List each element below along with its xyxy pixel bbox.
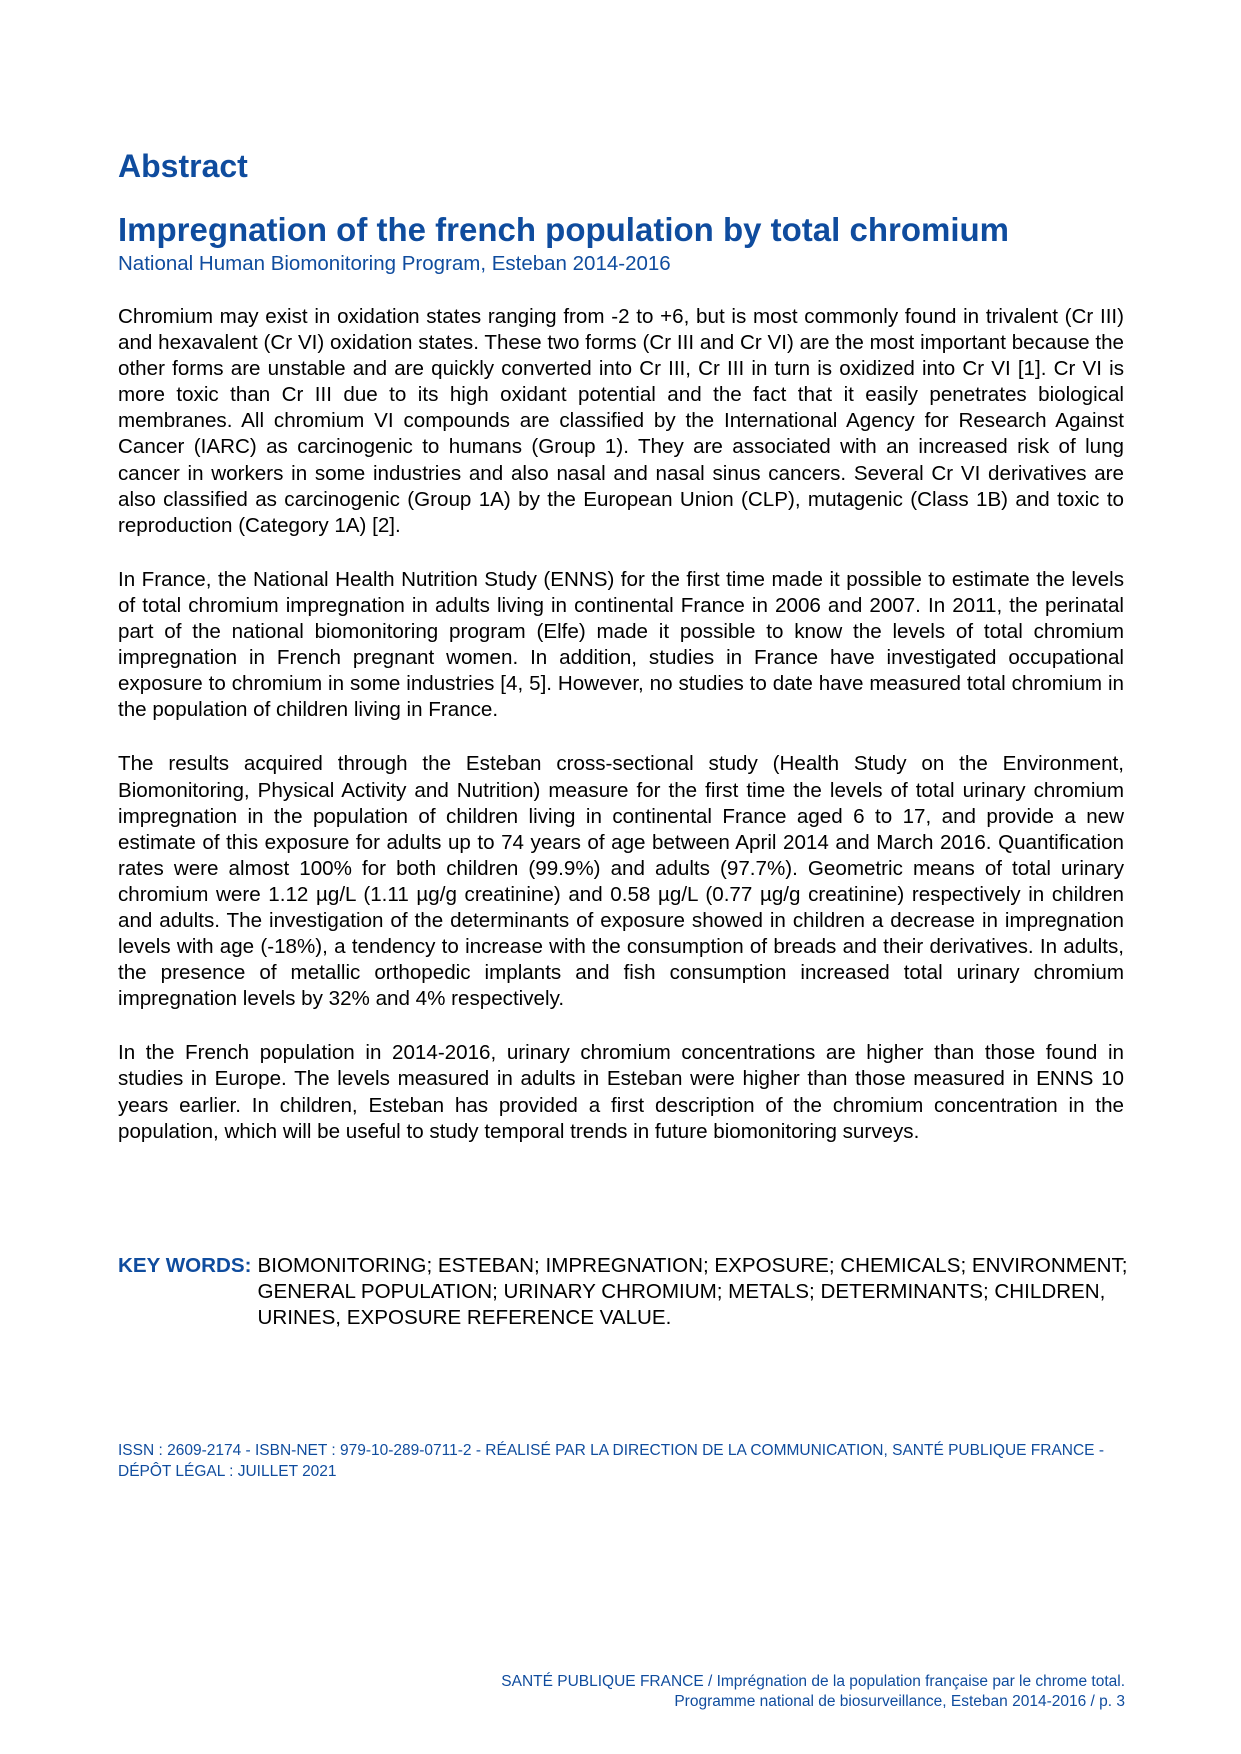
abstract-paragraph-2: In France, the National Health Nutrition Study (ENNS) for the first time made it possible to estimate the levels of total chromium impregnation in adults living in continental France in 2006 and 2007. In 2011, the perinatal part of the national biomonitoring program (Elfe) made it possible to know the levels of total chromium impregnation in French pregnant women. In addition, studies in France have investigated occupational exposure to chromium in some industries [4, 5]. However, no studies to date have measured total chromium in the population of children living in France. bbox=[118, 567, 1124, 722]
abstract-paragraph-3: The results acquired through the Esteban cross-sectional study (Health Study on the Environment, Biomonitoring, Physical Activity and Nutrition) measure for the first time the levels of total urinary chromium impregnation in the population of children living in continental France aged 6 to 17, and provide a new estimate of this exposure for adults up to 74 years of age between April 2014 and March 2016. Quantification rates were almost 100% for both children (99.9%) and adults (97.7%). Geometric means of total urinary chromium were 1.12 µg/L (1.11 µg/g creatinine) and 0.58 µg/L (0.77 µg/g creatinine) respectively in children and adults. The investigation of the determinants of exposure showed in children a decrease in impregnation levels with age (-18%), a tendency to increase with the consumption of breads and their derivatives. In adults, the presence of metallic orthopedic implants and fish consumption increased total urinary chromium impregnation levels by 32% and 4% respectively. bbox=[118, 752, 1124, 1011]
keywords-list: BIOMONITORING; ESTEBAN; IMPREGNATION; EXPOSURE; CHEMICALS; ENVIRONMENT; GENERAL POPULATION; URINARY CHROMIUM; METALS; DETERMINANTS; CHILDREN, URINES, EXPOSURE REFERENCE VALUE. bbox=[257, 1254, 1128, 1330]
footer-line-1: SANTÉ PUBLIQUE FRANCE / Imprégnation de la population française par le chrome total. bbox=[501, 1673, 1125, 1690]
abstract-body bbox=[118, 304, 1124, 1173]
document-subtitle: National Human Biomonitoring Program, Esteban 2014-2016 bbox=[118, 252, 671, 275]
footer-line-2: Programme national de biosurveillance, Esteban 2014-2016 / p. 3 bbox=[674, 1693, 1125, 1710]
publication-info: ISSN : 2609-2174 - ISBN-NET : 979-10-289-0711-2 - RÉALISÉ PAR LA DIRECTION DE LA COMMUNICATION, SANTÉ PUBLIQUE FRANCE - DÉPÔT LÉGAL : JUILLET 2021 bbox=[118, 1442, 1104, 1480]
section-heading: Abstract bbox=[118, 148, 248, 184]
document-title: Impregnation of the french population by total chromium bbox=[118, 211, 1009, 248]
keywords-block bbox=[118, 1253, 1128, 1331]
page-footer bbox=[501, 1672, 1125, 1712]
keywords-label: KEY WORDS: bbox=[118, 1254, 252, 1277]
abstract-paragraph-1: Chromium may exist in oxidation states ranging from -2 to +6, but is most commonly found in trivalent (Cr III) and hexavalent (Cr VI) oxidation states. These two forms (Cr III and Cr VI) are the most important because the other forms are unstable and are quickly converted into Cr III, Cr III in turn is oxidized into Cr VI [1]. Cr VI is more toxic than Cr III due to its high oxidant potential and the fact that it easily penetrates biological membranes. All chromium VI compounds are classified by the International Agency for Research Against Cancer (IARC) as carcinogenic to humans (Group 1). They are associated with an increased risk of lung cancer in workers in some industries and also nasal and nasal sinus cancers. Several Cr VI derivatives are also classified as carcinogenic (Group 1A) by the European Union (CLP), mutagenic (Class 1B) and toxic to reproduction (Category 1A) [2]. bbox=[118, 305, 1124, 537]
abstract-paragraph-4: In the French population in 2014-2016, urinary chromium concentrations are higher than those found in studies in Europe. The levels measured in adults in Esteban were higher than those measured in ENNS 10 years earlier. In children, Esteban has provided a first description of the chromium concentration in the population, which will be useful to study temporal trends in future biomonitoring surveys. bbox=[118, 1041, 1124, 1143]
